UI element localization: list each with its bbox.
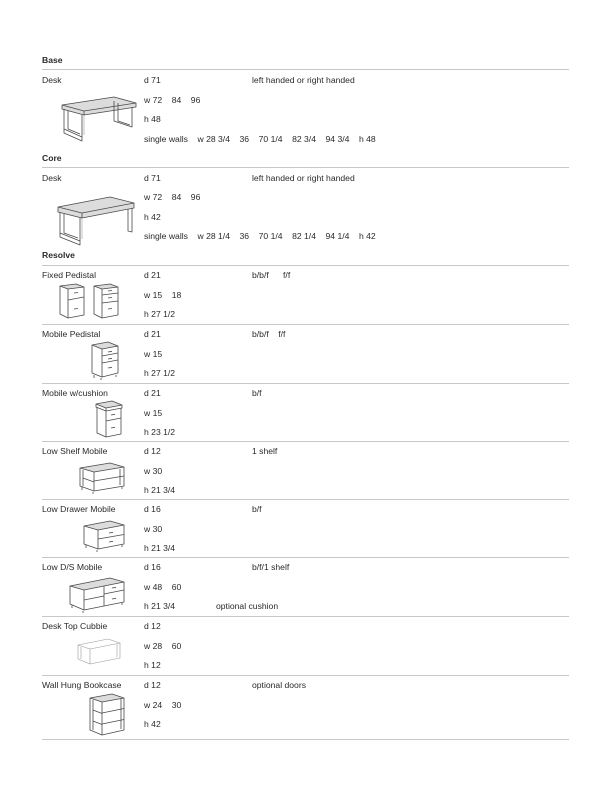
bookcase-icon — [86, 692, 130, 738]
width-spec: w 24 30 — [144, 700, 182, 710]
depth-spec: d 71 — [144, 173, 161, 183]
options-note: optional cushion — [216, 601, 279, 611]
width-spec: w 28 60 — [144, 641, 182, 651]
product-name: Mobile Pedistal — [42, 329, 101, 339]
height-spec: h 21 3/4 — [144, 543, 176, 553]
width-spec: w 72 84 96 — [144, 192, 201, 202]
depth-spec: d 16 — [144, 562, 161, 572]
height-spec: h 27 1/2 — [144, 309, 176, 319]
divider — [42, 499, 569, 500]
divider — [42, 557, 569, 558]
section-heading-core: Core — [42, 153, 62, 163]
depth-spec: d 12 — [144, 621, 161, 631]
low-drawer-icon — [80, 519, 128, 555]
options-note: left handed or right handed — [252, 75, 355, 85]
width-spec: w 15 — [144, 349, 163, 359]
options-note: left handed or right handed — [252, 173, 355, 183]
divider — [42, 324, 569, 325]
options-note: b/f/1 shelf — [252, 562, 290, 572]
options-note: b/b/f f/f — [252, 329, 286, 339]
section-heading-base: Base — [42, 55, 63, 65]
product-name: Wall Hung Bookcase — [42, 680, 122, 690]
divider — [42, 616, 569, 617]
product-name: Low Shelf Mobile — [42, 446, 108, 456]
depth-spec: d 21 — [144, 329, 161, 339]
width-spec: w 15 — [144, 408, 163, 418]
divider — [42, 383, 569, 384]
cubbie-icon — [74, 637, 124, 669]
depth-spec: d 12 — [144, 680, 161, 690]
mobile-cushion-icon — [92, 399, 126, 441]
depth-spec: d 21 — [144, 270, 161, 280]
product-name: Desk Top Cubbie — [42, 621, 108, 631]
section-heading-resolve: Resolve — [42, 250, 75, 260]
depth-spec: d 21 — [144, 388, 161, 398]
product-name: Low D/S Mobile — [42, 562, 103, 572]
options-note: optional doors — [252, 680, 306, 690]
options-note: b/f — [252, 504, 262, 514]
desk-with-walls-icon — [54, 193, 138, 249]
divider — [42, 441, 569, 442]
walls-spec: single walls w 28 1/4 36 70 1/4 82 1/4 94 1/4 h 42 — [144, 231, 376, 241]
depth-spec: d 12 — [144, 446, 161, 456]
mobile-pedestal-icon — [88, 340, 122, 382]
product-name: Desk — [42, 75, 62, 85]
width-spec: w 15 18 — [144, 290, 182, 300]
options-note: b/b/f f/f — [252, 270, 291, 280]
low-ds-icon — [66, 576, 128, 616]
divider — [42, 739, 569, 740]
low-shelf-icon — [76, 461, 128, 497]
width-spec: w 48 60 — [144, 582, 182, 592]
height-spec: h 12 — [144, 660, 161, 670]
depth-spec: d 71 — [144, 75, 161, 85]
product-name: Mobile w/cushion — [42, 388, 108, 398]
width-spec: w 72 84 96 — [144, 95, 201, 105]
product-name: Desk — [42, 173, 62, 183]
height-spec: h 21 3/4 — [144, 485, 176, 495]
options-note: 1 shelf — [252, 446, 278, 456]
height-spec: h 23 1/2 — [144, 427, 176, 437]
depth-spec: d 16 — [144, 504, 161, 514]
divider — [42, 675, 569, 676]
height-spec: h 48 — [144, 114, 161, 124]
height-spec: h 42 — [144, 719, 161, 729]
divider — [42, 265, 569, 266]
height-spec: h 21 3/4 — [144, 601, 176, 611]
width-spec: w 30 — [144, 524, 163, 534]
divider — [42, 69, 569, 70]
product-name: Fixed Pedistal — [42, 270, 96, 280]
fixed-pedestal-icon — [56, 282, 124, 322]
walls-spec: single walls w 28 3/4 36 70 1/4 82 3/4 94 3/4 h 48 — [144, 134, 376, 144]
divider — [42, 167, 569, 168]
width-spec: w 30 — [144, 466, 163, 476]
options-note: b/f — [252, 388, 262, 398]
desk-with-walls-icon — [58, 95, 138, 147]
height-spec: h 42 — [144, 212, 161, 222]
height-spec: h 27 1/2 — [144, 368, 176, 378]
product-name: Low Drawer Mobile — [42, 504, 116, 514]
